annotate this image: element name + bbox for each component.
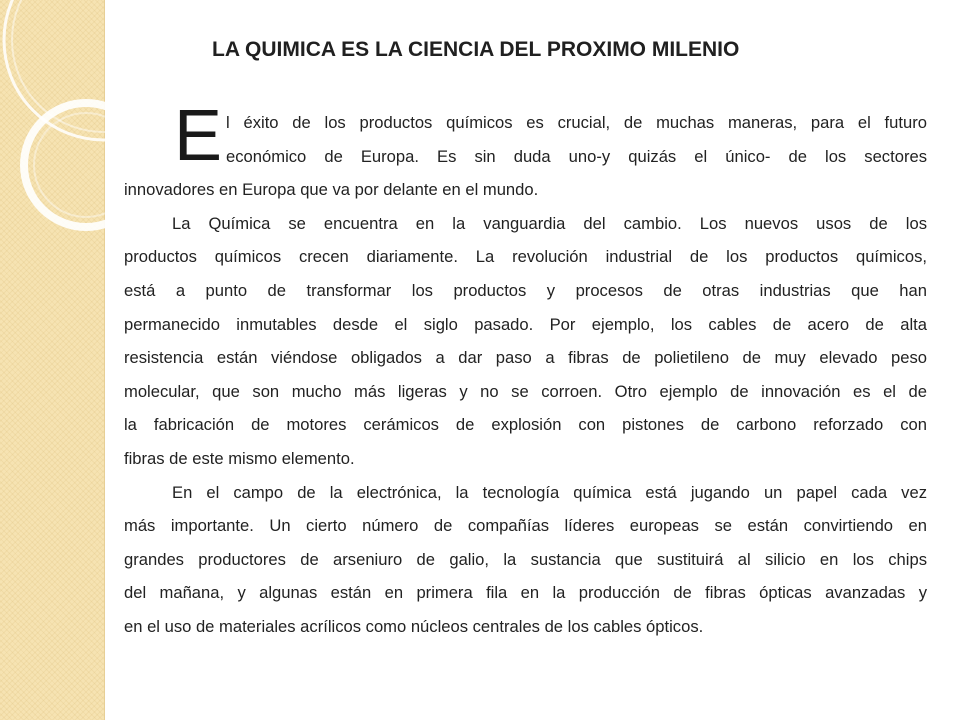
text-line: del mañana, y algunas están en primera fila en la producción de fibras ópticas avanzadas y — [124, 583, 927, 603]
text-line: en el uso de materiales acrílicos como núcleos centrales de los cables ópticos. — [124, 616, 704, 636]
text-line: molecular, que son mucho más ligeras y no se corroen. Otro ejemplo de innovación es el de — [124, 381, 927, 401]
text-line: económico de Europa. Es sin duda uno-y quizás el único- de los sectores — [226, 146, 927, 166]
text-line: resistencia están viéndose obligados a dar paso a fibras de polietileno de muy elevado peso — [124, 348, 927, 368]
page-title: LA QUIMICA ES LA CIENCIA DEL PROXIMO MILENIO — [212, 38, 740, 61]
text-line: más importante. Un cierto número de compañías líderes europeas se están convirtiendo en — [124, 516, 927, 536]
decorative-rings — [0, 0, 140, 260]
text-line: la fabricación de motores cerámicos de explosión con pistones de carbono reforzado con — [124, 415, 927, 435]
text-line: innovadores en Europa que va por delante en el mundo. — [124, 180, 539, 200]
document-body — [124, 96, 927, 644]
drop-cap: E — [174, 96, 223, 176]
text-line: La Química se encuentra en la vanguardia del cambio. Los nuevos usos de los — [172, 213, 927, 233]
paragraph-2 — [124, 207, 927, 476]
text-line: En el campo de la electrónica, la tecnología química está jugando un papel cada vez — [172, 482, 927, 502]
text-line: grandes productores de arseniuro de galio, la sustancia que sustituirá al silicio en los chips — [124, 549, 927, 569]
paragraph-3 — [124, 476, 927, 644]
text-line: está a punto de transformar los productos y procesos de otras industrias que han — [124, 280, 927, 300]
paragraph-1 — [124, 96, 927, 207]
text-line: productos químicos crecen diariamente. La revolución industrial de los productos químicos, — [124, 247, 927, 267]
text-line: permanecido inmutables desde el siglo pasado. Por ejemplo, los cables de acero de alta — [124, 314, 927, 334]
text-line: fibras de este mismo elemento. — [124, 448, 355, 468]
text-line: l éxito de los productos químicos es crucial, de muchas maneras, para el futuro — [226, 113, 927, 132]
